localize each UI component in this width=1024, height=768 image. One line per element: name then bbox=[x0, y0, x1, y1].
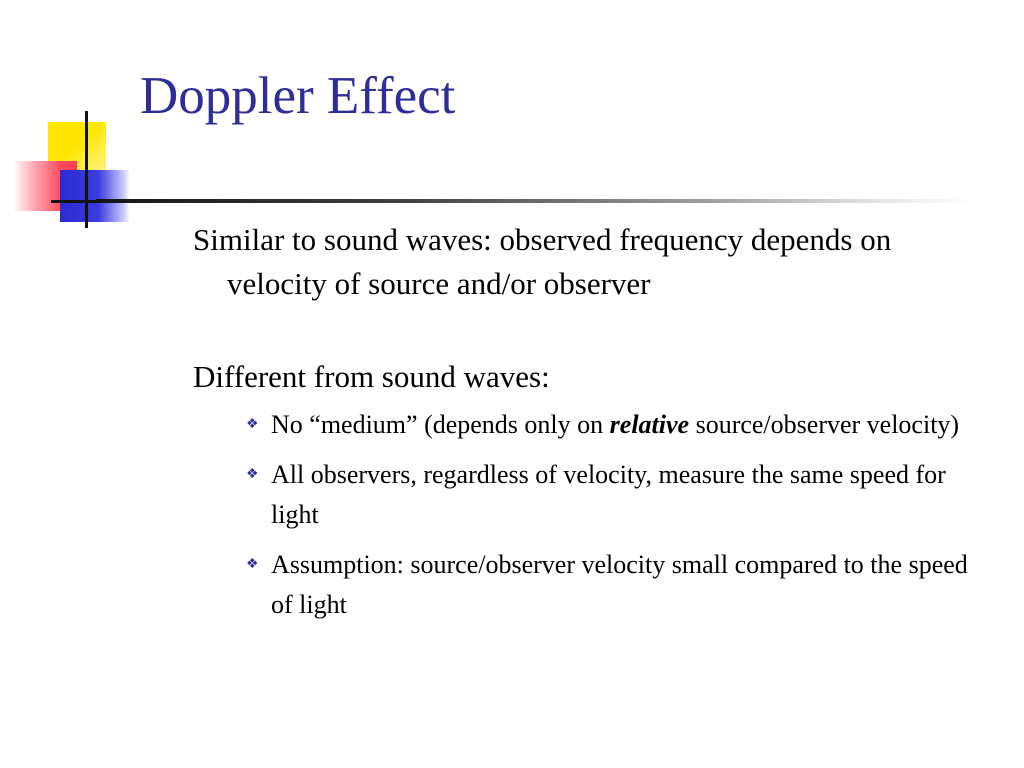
title-divider bbox=[96, 199, 976, 203]
four-diamond-bullet-icon: ❖ bbox=[246, 417, 259, 432]
slide-logo bbox=[0, 0, 160, 240]
bullet-text: Assumption: source/observer velocity small compared to the speed of light bbox=[271, 550, 968, 619]
slide-body bbox=[193, 218, 983, 635]
bullet-text-before: No “medium” (depends only on bbox=[271, 410, 610, 439]
bullet-text: All observers, regardless of velocity, measure the same speed for light bbox=[271, 460, 946, 529]
list-item bbox=[246, 545, 971, 625]
logo-blue-square bbox=[60, 170, 130, 222]
paragraph-similar: Similar to sound waves: observed frequency depends on velocity of source and/or observer bbox=[193, 222, 892, 301]
paragraph-different: Different from sound waves: bbox=[193, 359, 550, 394]
list-item bbox=[246, 405, 971, 445]
four-diamond-bullet-icon: ❖ bbox=[246, 557, 259, 572]
bullet-text-after: source/observer velocity) bbox=[689, 410, 960, 439]
bullet-list bbox=[193, 405, 971, 625]
slide-title: Doppler Effect bbox=[140, 67, 456, 125]
list-item bbox=[246, 455, 971, 535]
logo-vertical-line bbox=[85, 111, 88, 228]
four-diamond-bullet-icon: ❖ bbox=[246, 467, 259, 482]
bullet-emphasis: relative bbox=[609, 410, 690, 439]
